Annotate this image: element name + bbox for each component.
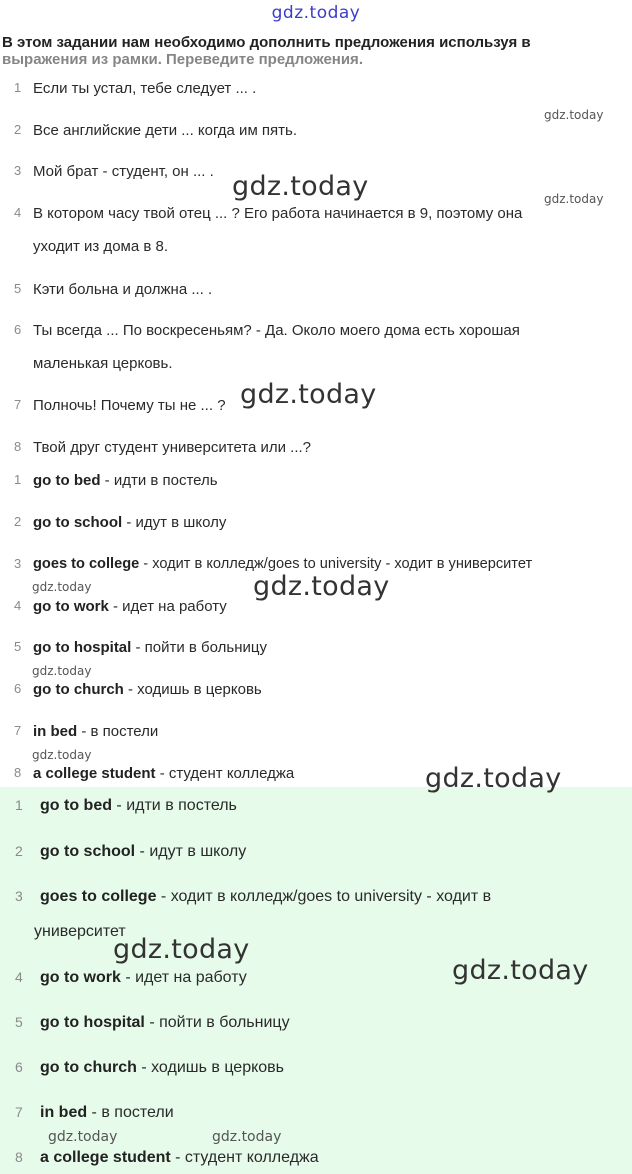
watermark: gdz.today	[544, 108, 604, 122]
sentence-number: 3	[14, 163, 22, 178]
answer-translation: - студент колледжа	[155, 765, 295, 782]
answer-number: 3	[15, 888, 23, 904]
sentence-number: 4	[14, 205, 22, 220]
sentence-text-cont: уходит из дома в 8.	[33, 238, 168, 255]
answer-phrase: go to church	[33, 681, 124, 698]
answer-phrase: in bed	[33, 723, 78, 740]
answer-phrase: go to work	[33, 598, 109, 615]
sentence-text: Ты всегда ... По воскресеньям? - Да. Около моего дома есть хорошая	[33, 322, 520, 339]
answer-translation: - в постели	[87, 1104, 174, 1121]
answer-number: 6	[15, 1059, 23, 1075]
sentence-text: Кэти больна и должна ... .	[33, 281, 213, 298]
answer-number: 2	[15, 843, 23, 859]
sentence-text: Полночь! Почему ты не ... ?	[33, 397, 226, 414]
answer-number: 7	[14, 723, 22, 738]
task-intro-cut-text: выражения из рамки. Переведите предложения.	[2, 51, 363, 68]
answer-number: 7	[15, 1104, 23, 1120]
sentence-text: Все английские дети ... когда им пять.	[33, 122, 298, 139]
answer-translation: - идти в постель	[111, 797, 237, 814]
answer-phrase: a college student	[40, 1149, 171, 1166]
sentence-text: Если ты устал, тебе следует ... .	[33, 80, 257, 97]
answer-phrase: in bed	[40, 1104, 88, 1121]
answer-phrase: go to hospital	[33, 639, 132, 656]
answer-phrase: go to church	[40, 1059, 137, 1076]
site-logo: gdz.today	[271, 3, 361, 23]
answer-number: 5	[14, 639, 22, 654]
watermark: gdz.today	[232, 171, 369, 202]
answer-translation: - пойти в больницу	[144, 1014, 290, 1031]
sentence-number: 5	[14, 281, 22, 296]
answer-translation: - идет на работу	[108, 598, 227, 615]
answer-phrase: goes to college	[40, 888, 157, 905]
answer-phrase: go to bed	[40, 797, 112, 814]
answer-number: 1	[15, 797, 23, 813]
sentence-text: Твой друг студент университета или ...?	[33, 439, 312, 456]
task-intro-cut	[2, 51, 522, 72]
sentence-number: 2	[14, 122, 22, 137]
answer-number: 5	[15, 1014, 23, 1030]
watermark: gdz.today	[113, 934, 250, 965]
watermark: gdz.today	[452, 955, 589, 986]
answer-phrase: a college student	[33, 765, 156, 782]
watermark: gdz.today	[212, 1129, 282, 1145]
answer-phrase: go to school	[33, 514, 123, 531]
answer-number: 3	[14, 556, 22, 571]
sentence-number: 6	[14, 322, 22, 337]
answer-number: 6	[14, 681, 22, 696]
watermark: gdz.today	[48, 1129, 118, 1145]
watermark: gdz.today	[32, 664, 92, 678]
answer-translation: - ходишь в церковь	[123, 681, 262, 698]
sentence-text-cont: маленькая церковь.	[33, 355, 173, 372]
answer-translation: - идет на работу	[120, 969, 247, 986]
answer-number: 8	[14, 765, 22, 780]
answer-translation: - ходит в колледж/goes to university - ходит в университет	[139, 556, 533, 572]
watermark: gdz.today	[240, 379, 377, 410]
answer-number: 2	[14, 514, 22, 529]
sentence-number: 1	[14, 80, 22, 95]
watermark: gdz.today	[425, 763, 562, 794]
watermark: gdz.today	[544, 192, 604, 206]
task-intro: В этом задании нам необходимо дополнить предложения используя в	[2, 34, 531, 51]
answer-translation: - идут в школу	[122, 514, 227, 531]
answer-number: 8	[15, 1149, 23, 1165]
sentence-number: 8	[14, 439, 22, 454]
answer-phrase: go to bed	[33, 472, 101, 489]
answer-number: 4	[14, 598, 22, 613]
answer-translation: - пойти в больницу	[131, 639, 267, 656]
answer-phrase: go to work	[40, 969, 121, 986]
answer-phrase: goes to college	[33, 556, 140, 572]
answer-continuation: университет	[34, 923, 126, 940]
watermark: gdz.today	[32, 748, 92, 762]
watermark: gdz.today	[32, 580, 92, 594]
sentence-text: Мой брат - студент, он ... .	[33, 163, 214, 180]
sentence-number: 7	[14, 397, 22, 412]
watermark: gdz.today	[253, 571, 390, 602]
answer-number: 1	[14, 472, 22, 487]
answer-translation: - идти в постель	[100, 472, 218, 489]
answer-translation: - идут в школу	[135, 843, 247, 860]
answer-phrase: go to school	[40, 843, 136, 860]
answer-translation: - студент колледжа	[170, 1149, 319, 1166]
answer-translation: - в постели	[77, 723, 159, 740]
answer-translation: - ходишь в церковь	[136, 1059, 285, 1076]
sentence-text: В котором часу твой отец ... ? Его работа начинается в 9, поэтому она	[33, 205, 523, 222]
answer-phrase: go to hospital	[40, 1014, 145, 1031]
answer-number: 4	[15, 969, 23, 985]
answer-translation: - ходит в колледж/goes to university - ходит в	[156, 888, 492, 905]
